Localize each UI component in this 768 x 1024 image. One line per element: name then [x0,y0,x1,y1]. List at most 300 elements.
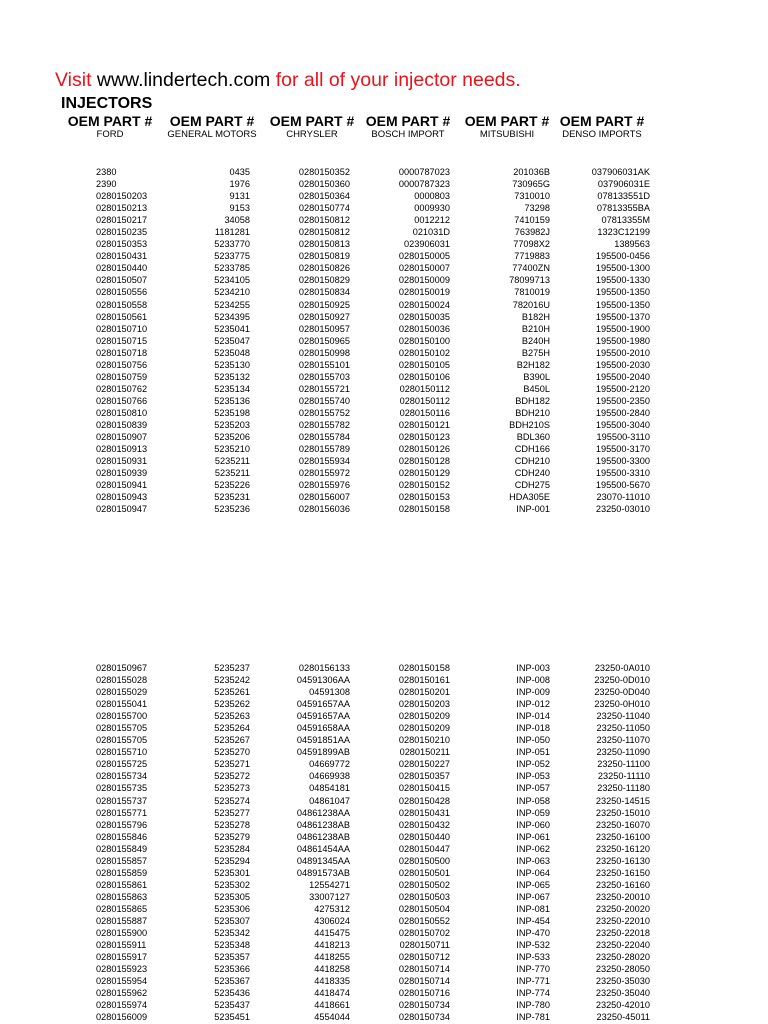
part-number-mitsubishi: B390L [523,371,550,382]
part-number-general-motors: 5235242 [214,675,250,686]
table-row [0,782,768,794]
part-number-chrysler: 0280150364 [298,191,350,202]
page-title: INJECTORS [61,95,153,112]
part-number-chrysler: 4554044 [314,1012,350,1023]
part-number-chrysler: 0280155976 [298,480,350,491]
part-number-mitsubishi: 782016U [512,299,550,310]
part-number-chrysler: 04861238AA [296,807,350,818]
part-number-bosch-import: 0280150121 [398,419,450,430]
part-number-bosch-import: 0280150501 [398,867,450,878]
part-number-ford: 0280155705 [96,723,148,734]
part-number-ford: 2380 [96,167,117,177]
part-number-chrysler: 0280155703 [298,371,350,382]
part-number-bosch-import: 0280150552 [398,915,450,926]
part-number-ford: 0280155887 [96,915,148,926]
part-number-denso-imports: 195500-2010 [595,347,650,358]
table-row [0,323,768,335]
part-number-general-motors: 5235048 [214,347,250,358]
column-make-label: BOSCH IMPORT [371,129,445,140]
table-row [0,419,768,431]
column-header-label: OEM PART # [67,113,153,129]
part-number-ford: 0280155029 [96,687,148,698]
table-row [0,710,768,722]
part-number-mitsubishi: INP-774 [516,988,550,999]
part-number-ford: 0280150217 [96,215,148,226]
part-number-bosch-import: 0280150714 [398,976,450,987]
part-number-chrysler: 4418258 [314,964,350,975]
part-number-bosch-import: 0280150100 [398,335,450,346]
part-number-bosch-import: 0280150129 [398,468,450,479]
table-row [0,795,768,807]
part-number-bosch-import: 0280150201 [398,687,450,698]
part-number-ford: 0280150943 [96,492,148,503]
part-number-chrysler: 0280155784 [298,432,350,443]
part-number-general-motors: 5235041 [214,323,250,334]
part-number-mitsubishi: 73298 [524,203,550,214]
table-row [0,443,768,455]
table-row [0,662,768,674]
part-number-mitsubishi: INP-058 [516,795,550,806]
part-number-ford: 0280155700 [96,711,148,722]
part-number-general-motors: 5235206 [214,432,250,443]
banner-visit-text: Visit [55,69,97,91]
part-number-general-motors: 5235278 [214,819,250,830]
table-row [0,407,768,419]
part-number-denso-imports: 037906031AK [591,167,650,177]
part-number-denso-imports: 195500-2350 [595,395,650,406]
part-number-general-motors: 5235136 [214,395,250,406]
part-number-denso-imports: 195500-2840 [595,407,650,418]
part-number-general-motors: 5235226 [214,480,250,491]
part-number-mitsubishi: INP-470 [516,928,550,939]
table-row [0,879,768,891]
table-row [0,383,768,395]
part-number-denso-imports: 195500-3300 [595,456,650,467]
part-number-ford: 0280150941 [96,480,148,491]
part-number-mitsubishi: INP-771 [516,976,550,987]
part-number-bosch-import: 0280150716 [398,988,450,999]
part-number-general-motors: 5235302 [214,879,250,890]
part-number-ford: 0280155737 [96,795,148,806]
table-row [0,770,768,782]
table-row [0,226,768,238]
part-number-general-motors: 5235231 [214,492,250,503]
part-number-ford: 0280155861 [96,879,148,890]
part-number-ford: 0280150353 [96,239,148,250]
part-number-chrysler: 0280150965 [298,335,350,346]
part-number-denso-imports: 23250-11050 [596,723,650,734]
part-number-general-motors: 9131 [229,191,250,202]
part-number-bosch-import: 0280150102 [398,347,450,358]
part-number-bosch-import: 0000803 [414,191,450,202]
part-number-mitsubishi: INP-053 [516,771,550,782]
part-number-bosch-import: 0280150152 [398,480,450,491]
part-number-general-motors: 5235132 [214,371,250,382]
part-number-bosch-import: 0280150500 [398,855,450,866]
part-number-mitsubishi: B182H [521,311,550,322]
part-number-chrysler: 12554271 [309,879,350,890]
table-row [0,335,768,347]
part-number-ford: 0280155705 [96,735,148,746]
part-number-chrysler: 0280150925 [298,299,350,310]
table-row [0,214,768,226]
part-number-ford: 0280156009 [96,1012,148,1023]
part-number-mitsubishi: 7410159 [514,215,550,226]
part-number-ford: 0280150766 [96,395,148,406]
part-number-chrysler: 04891345AA [296,855,350,866]
part-number-mitsubishi: 201036B [513,167,550,177]
part-number-mitsubishi: BDH210 [515,407,550,418]
part-number-ford: 0280155771 [96,807,148,818]
part-number-ford: 0280155796 [96,819,148,830]
part-number-bosch-import: 023906031 [404,239,450,250]
parts-table-block-2 [0,662,768,1023]
part-number-bosch-import: 021031D [412,227,450,238]
column-header-label: OEM PART # [464,113,550,129]
part-number-chrysler: 0280155721 [298,383,350,394]
part-number-chrysler: 04861238AB [296,819,350,830]
part-number-ford: 0280150235 [96,227,148,238]
part-number-mitsubishi: CDH210 [514,456,550,467]
part-number-bosch-import: 0000787023 [398,167,450,177]
part-number-denso-imports: 195500-2030 [595,359,650,370]
table-row [0,987,768,999]
table-row [0,734,768,746]
part-number-bosch-import: 0280150734 [398,1000,450,1011]
part-number-bosch-import: 0280150036 [398,323,450,334]
part-number-general-motors: 5235236 [214,504,250,515]
part-number-bosch-import: 0280150116 [399,407,450,418]
table-row [0,807,768,819]
part-number-general-motors: 5235203 [214,419,250,430]
table-row [0,903,768,915]
table-row [0,927,768,939]
part-number-general-motors: 1181281 [214,227,250,238]
part-number-chrysler: 04861238AB [296,831,350,842]
part-number-general-motors: 5235262 [214,699,250,710]
table-row [0,843,768,855]
part-number-bosch-import: 0280150203 [398,699,450,710]
part-number-general-motors: 5235267 [214,735,250,746]
table-row [0,698,768,710]
part-number-denso-imports: 195500-1900 [595,323,650,334]
part-number-general-motors: 5234105 [214,275,250,286]
part-number-denso-imports: 23250-42010 [595,1000,650,1011]
part-number-mitsubishi: B2H182 [516,359,550,370]
table-row [0,975,768,987]
table-row [0,395,768,407]
part-number-ford: 0280150913 [96,444,148,455]
part-number-ford: 0280155734 [96,771,148,782]
part-number-mitsubishi: INP-780 [516,1000,550,1011]
part-number-chrysler: 04861047 [309,795,350,806]
part-number-chrysler: 4418255 [314,952,350,963]
part-number-denso-imports: 1323C12199 [597,227,650,238]
part-number-ford: 0280155846 [96,831,148,842]
part-number-denso-imports: 23250-11180 [597,783,650,794]
part-number-mitsubishi: INP-064 [516,867,550,878]
part-number-general-motors: 5235047 [214,335,250,346]
part-number-ford: 0280155710 [96,747,148,758]
part-number-mitsubishi: INP-003 [516,663,550,673]
table-row [0,674,768,686]
part-number-mitsubishi: CDH166 [514,444,550,455]
part-number-chrysler: 04669938 [309,771,350,782]
part-number-mitsubishi: INP-067 [516,891,550,902]
part-number-general-motors: 5235357 [214,952,250,963]
part-number-mitsubishi: INP-051 [516,747,550,758]
part-number-ford: 0280150759 [96,371,148,382]
part-number-general-motors: 5235211 [214,456,250,467]
part-number-mitsubishi: CDH240 [514,468,550,479]
part-number-bosch-import: 0012212 [414,215,450,226]
part-number-denso-imports: 07813355BA [596,203,650,214]
part-number-chrysler: 0280155752 [298,407,350,418]
part-number-general-motors: 5235305 [214,891,250,902]
part-number-ford: 0280155974 [96,1000,148,1011]
part-number-general-motors: 5235198 [214,407,250,418]
part-number-denso-imports: 195500-3040 [595,419,650,430]
table-row [0,758,768,770]
part-number-mitsubishi: BDL360 [516,432,550,443]
column-header-label: OEM PART # [269,113,355,129]
part-number-bosch-import: 0280150712 [398,952,450,963]
table-row [0,951,768,963]
table-row [0,467,768,479]
website-link[interactable]: www.lindertech.com [96,69,271,91]
part-number-bosch-import: 0280150112 [399,383,450,394]
part-number-bosch-import: 0280150009 [398,275,450,286]
part-number-chrysler: 0280150826 [298,263,350,274]
part-number-general-motors: 5235261 [214,687,250,698]
part-number-general-motors: 5235367 [214,976,250,987]
part-number-chrysler: 4306024 [314,915,350,926]
part-number-mitsubishi: INP-533 [516,952,550,963]
part-number-chrysler: 0280150927 [298,311,350,322]
part-number-denso-imports: 195500-1300 [595,263,650,274]
part-number-mitsubishi: INP-018 [516,723,550,734]
part-number-ford: 0280155911 [96,940,147,951]
part-number-bosch-import: 0009930 [414,203,450,214]
part-number-ford: 0280150931 [96,456,148,467]
part-number-bosch-import: 0280150503 [398,891,450,902]
part-number-mitsubishi: 763982J [514,227,550,238]
part-number-denso-imports: 23250-0A010 [594,663,650,673]
part-number-general-motors: 5235210 [214,444,250,455]
part-number-chrysler: 0280155789 [298,444,350,455]
table-row [0,855,768,867]
column-make-label: CHRYSLER [286,129,338,140]
column-header-denso-imports [542,113,662,141]
part-number-ford: 0280150718 [96,347,148,358]
part-number-mitsubishi: B450L [523,383,550,394]
part-number-ford: 0280155954 [96,976,148,987]
part-number-ford: 0280150213 [96,203,148,214]
part-number-bosch-import: 0280150432 [398,819,450,830]
part-number-general-motors: 5235211 [214,468,250,479]
part-number-general-motors: 5235237 [214,663,250,673]
part-number-chrysler: 0280156036 [298,504,350,515]
part-number-general-motors: 5233785 [214,263,250,274]
part-number-bosch-import: 0280150504 [398,903,450,914]
part-number-ford: 0280150939 [96,468,148,479]
part-number-ford: 0280155962 [96,988,148,999]
table-row [0,311,768,323]
part-number-chrysler: 04591657AA [296,699,350,710]
part-number-general-motors: 5235301 [214,867,250,878]
table-row [0,491,768,503]
part-number-bosch-import: 0280150158 [398,504,450,515]
part-number-bosch-import: 0280150112 [399,395,450,406]
table-row [0,867,768,879]
part-number-ford: 0280155041 [96,699,148,710]
part-number-denso-imports: 23250-22018 [595,928,650,939]
part-number-mitsubishi: INP-770 [516,964,550,975]
part-number-ford: 0280155857 [96,855,148,866]
part-number-denso-imports: 23250-16130 [595,855,650,866]
part-number-chrysler: 0280156133 [298,663,350,673]
part-number-bosch-import: 0280150105 [398,359,450,370]
column-header-label: OEM PART # [169,113,255,129]
part-number-bosch-import: 0000787323 [398,179,450,190]
part-number-ford: 0280155917 [96,952,148,963]
part-number-bosch-import: 0280150161 [398,675,450,686]
part-number-ford: 0280155900 [96,928,148,939]
part-number-bosch-import: 0280150211 [399,747,450,758]
part-number-general-motors: 5235294 [214,855,250,866]
part-number-bosch-import: 0280150714 [398,964,450,975]
part-number-chrysler: 0280155740 [298,395,350,406]
parts-table-block-1 [0,166,768,515]
part-number-bosch-import: 0280150447 [398,843,450,854]
part-number-mitsubishi: INP-454 [516,915,550,926]
part-number-ford: 0280150762 [96,383,148,394]
part-number-chrysler: 0280150813 [298,239,350,250]
part-number-denso-imports: 23070-11010 [596,492,650,503]
table-row [0,722,768,734]
table-row [0,299,768,311]
table-row [0,359,768,371]
part-number-bosch-import: 0280150035 [398,311,450,322]
column-header-label: OEM PART # [559,113,645,129]
part-number-chrysler: 0280155934 [298,456,350,467]
part-number-ford: 0280155725 [96,759,148,770]
part-number-mitsubishi: INP-065 [516,879,550,890]
part-number-general-motors: 5234255 [214,299,250,310]
part-number-mitsubishi: BDH182 [515,395,550,406]
part-number-denso-imports: 195500-0456 [595,251,650,262]
part-number-chrysler: 4418213 [314,940,350,951]
part-number-general-motors: 5234210 [214,287,250,298]
table-row [0,963,768,975]
part-number-denso-imports: 037906031E [597,179,650,190]
part-number-denso-imports: 23250-16150 [595,867,650,878]
part-number-general-motors: 5233775 [214,251,250,262]
column-make-label: FORD [96,129,124,140]
part-number-chrysler: 4418474 [314,988,350,999]
part-number-denso-imports: 07813355M [601,215,650,226]
part-number-general-motors: 5235306 [214,903,250,914]
column-headers [0,113,768,147]
part-number-ford: 0280150440 [96,263,148,274]
part-number-ford: 0280150203 [96,191,148,202]
part-number-bosch-import: 0280150440 [398,831,450,842]
part-number-chrysler: 04591851AA [296,735,350,746]
column-header-label: OEM PART # [365,113,451,129]
part-number-denso-imports: 23250-22040 [595,940,650,951]
part-number-general-motors: 5235437 [214,1000,250,1011]
part-number-denso-imports: 195500-1350 [595,299,650,310]
part-number-bosch-import: 0280150126 [398,444,450,455]
table-row [0,262,768,274]
part-number-ford: 2390 [96,179,117,190]
part-number-ford: 0280150556 [96,287,148,298]
part-number-denso-imports: 23250-16100 [595,831,650,842]
part-number-chrysler: 0280150774 [298,203,350,214]
part-number-bosch-import: 0280150123 [398,432,450,443]
part-number-chrysler: 04591306AA [296,675,350,686]
part-number-mitsubishi: INP-063 [516,855,550,866]
part-number-mitsubishi: CDH275 [514,480,550,491]
part-number-denso-imports: 23250-22010 [595,915,650,926]
part-number-bosch-import: 0280150428 [398,795,450,806]
part-number-denso-imports: 23250-11090 [596,747,650,758]
part-number-mitsubishi: BDH210S [509,419,550,430]
part-number-denso-imports: 1389563 [614,239,650,250]
part-number-denso-imports: 23250-14515 [595,795,650,806]
part-number-chrysler: 0280155972 [298,468,350,479]
part-number-chrysler: 0280156007 [298,492,350,503]
part-number-ford: 0280155865 [96,903,148,914]
part-number-ford: 0280150839 [96,419,148,430]
part-number-mitsubishi: 7719883 [514,251,550,262]
part-number-mitsubishi: 77098X2 [513,239,550,250]
part-number-ford: 0280150967 [96,663,148,673]
part-number-general-motors: 5235271 [214,759,250,770]
part-number-chrysler: 0280155782 [298,419,350,430]
column-make-label: GENERAL MOTORS [167,129,257,140]
part-number-general-motors: 1976 [229,179,250,190]
part-number-mitsubishi: INP-057 [516,783,550,794]
part-number-ford: 0280150907 [96,432,148,443]
part-number-bosch-import: 0280150711 [399,940,450,951]
part-number-denso-imports: 23250-11040 [596,711,650,722]
part-number-bosch-import: 0280150005 [398,251,450,262]
column-make-label: DENSO IMPORTS [562,129,642,140]
part-number-mitsubishi: B240H [521,335,550,346]
part-number-ford: 0280150558 [96,299,148,310]
part-number-general-motors: 0435 [229,167,250,177]
part-number-denso-imports: 23250-0H010 [594,699,650,710]
part-number-mitsubishi: INP-012 [516,699,550,710]
part-number-mitsubishi: INP-052 [516,759,550,770]
table-row [0,347,768,359]
part-number-mitsubishi: 7310010 [514,191,550,202]
table-row [0,202,768,214]
table-row [0,1011,768,1023]
part-number-denso-imports: 23250-20010 [595,891,650,902]
part-number-bosch-import: 0280150357 [398,771,450,782]
table-row [0,686,768,698]
part-number-denso-imports: 23250-28020 [595,952,650,963]
part-number-general-motors: 5235272 [214,771,250,782]
column-make-label: MITSUBISHI [479,129,535,140]
part-number-general-motors: 5235270 [214,747,250,758]
part-number-chrysler: 04669772 [309,759,350,770]
part-number-ford: 0280150947 [96,504,148,515]
part-number-denso-imports: 23250-0D040 [594,687,650,698]
part-number-bosch-import: 0280150106 [398,371,450,382]
